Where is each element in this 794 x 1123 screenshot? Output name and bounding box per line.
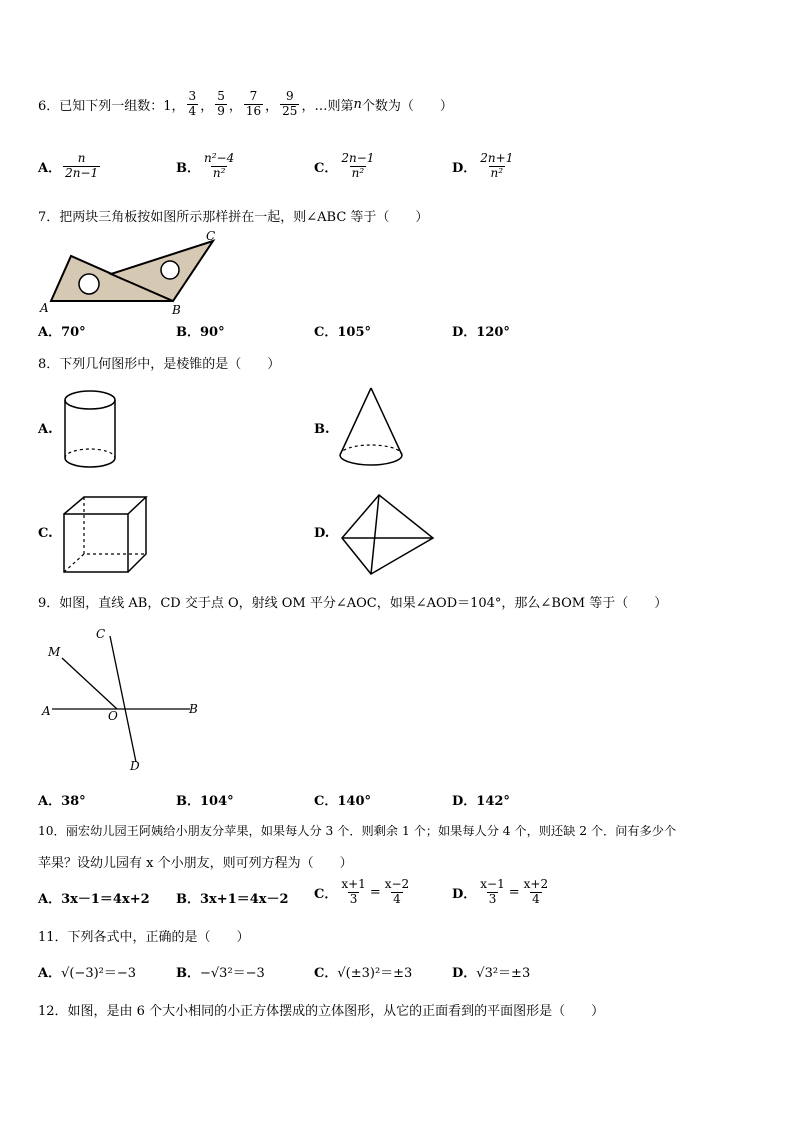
q11-option-d[interactable]: D．√3²＝±3: [452, 966, 531, 981]
q6-seq-frac-3: $\frac{7}{16}$: [245, 89, 262, 118]
q10-stem-line2: 苹果？设幼儿园有 x 个小朋友，则可列方程为（ ）: [38, 856, 353, 871]
q6-option-a[interactable]: A． $\frac{n}{2n-1}$: [38, 151, 99, 180]
q6-option-c[interactable]: C． $\frac{2n-1}{\text{n²}}$: [314, 151, 375, 180]
q9-option-c[interactable]: C．140°: [314, 794, 371, 809]
q6-var: n: [353, 96, 362, 112]
label-a: A: [42, 704, 51, 718]
q11-stem: 11．下列各式中，正确的是（ ）: [38, 930, 250, 945]
q9-option-d[interactable]: D．142°: [452, 794, 510, 809]
q8-option-d[interactable]: D.: [314, 526, 330, 541]
q8-option-b[interactable]: B.: [314, 422, 330, 437]
q10-option-d[interactable]: D． $\frac{x-1}{3}$ = $\frac{x+2}{4}$: [452, 877, 549, 906]
q10-stem-line1: 10．丽宏幼儿园王阿姨给小朋友分苹果，如果每人分 3 个．则剩余 1 个；如果每人分 4 个，则还缺 2 个．问有多少个: [38, 824, 677, 838]
q8-stem: 8．下列几何图形中，是棱锥的是（ ）: [38, 357, 281, 372]
label-a: A: [40, 301, 49, 315]
q6-option-d[interactable]: D． $\frac{2n+1}{\text{n²}}$: [452, 151, 514, 180]
label-c: C: [206, 229, 216, 243]
q11-option-c[interactable]: C．√(±3)²＝±3: [314, 966, 413, 981]
q6-option-b[interactable]: B． $\frac{\text{n²−4}}{\text{n²}}$: [176, 151, 235, 180]
q7-figure: [38, 228, 223, 316]
q10-option-c[interactable]: C． $\frac{x+1}{3}$ = $\frac{x-2}{4}$: [314, 877, 410, 906]
q10-option-b[interactable]: B．3x+1＝4x－2: [176, 892, 289, 907]
q9-option-a[interactable]: A．38°: [38, 794, 86, 809]
q9-figure: [38, 624, 208, 774]
q6-seq-frac-4: $\frac{9}{25}$: [282, 89, 298, 118]
q12-stem: 12．如图，是由 6 个大小相同的小正方体摆成的立体图形，从它的正面看到的平面图形是（ ）: [38, 1004, 605, 1019]
q6-stem-c: 个数为（ ）: [361, 98, 453, 114]
q6-seq-frac-1: $\frac{3}{4}$: [188, 89, 197, 118]
q9-stem: 9．如图，直线 AB，CD 交于点 O，射线 OM 平分∠AOC，如果∠AOD＝104°，那么∠BOM 等于（ ）: [38, 596, 668, 611]
q8-option-c[interactable]: C.: [38, 526, 53, 541]
q8-option-a[interactable]: A.: [38, 422, 53, 437]
q10-option-a[interactable]: A．3x－1＝4x+2: [38, 892, 150, 907]
label-o: O: [108, 709, 118, 723]
label-c: C: [96, 627, 106, 641]
cone-figure: [336, 385, 406, 471]
q6-stem-b: ，…则第: [301, 98, 354, 114]
q11-option-a[interactable]: A．√(−3)²＝−3: [38, 966, 137, 981]
label-m: M: [48, 645, 61, 659]
q11-option-b[interactable]: B．−√3²＝−3: [176, 966, 265, 981]
q9-option-b[interactable]: B．104°: [176, 794, 234, 809]
q6-seq-frac-2: $\frac{5}{9}$: [217, 89, 225, 118]
q7-option-c[interactable]: C．105°: [314, 325, 371, 340]
label-b: B: [189, 702, 198, 716]
label-b: B: [172, 303, 181, 316]
hole-left: [79, 274, 99, 294]
q7-option-b[interactable]: B．90°: [176, 325, 225, 340]
q7-option-a[interactable]: A．70°: [38, 325, 86, 340]
cylinder-figure: [60, 388, 120, 472]
cuboid-figure: [60, 494, 150, 576]
q7-option-d[interactable]: D．120°: [452, 325, 510, 340]
q7-stem: 7．把两块三角板按如图所示那样拼在一起，则∠ABC 等于（ ）: [38, 210, 429, 225]
hole-right: [161, 261, 179, 279]
q6-stem: 6．已知下列一组数：1， $\frac{3}{4}$ ， $\frac{5}{9}$ ， $\frac{7}{16}$ ， $\frac{9}{25}$ ，…则第 n 个数为（ ）: [38, 89, 453, 118]
q6-stem-a: 6．已知下列一组数：1，: [38, 98, 185, 114]
pyramid-figure: [338, 490, 436, 578]
label-d: D: [130, 759, 140, 773]
